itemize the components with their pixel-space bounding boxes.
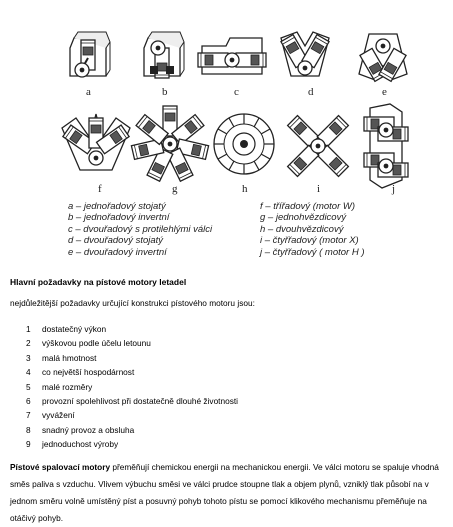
engine-e-diagram: [359, 34, 407, 81]
label-i: i: [317, 183, 321, 195]
list-item: [26, 382, 238, 396]
engine-h-diagram: [214, 114, 274, 174]
legend-item: a – jednořadový stojatý: [68, 201, 166, 212]
para-text: přeměňují chemickou energii na mechanickou energii. Ve válci motoru se spaluje vhodná směs paliva s vzduchu. Vlivem výbuchu směsi ve válci prudce stoupne tlak a objem plynů, vzniklý tlak působí na v jednom směru volně umístěný píst a posuvný pohyb tohoto pístu se pomocí klikového mechanismu přeměňuje na otáčivý pohyb.: [10, 462, 439, 523]
engine-a-diagram: [70, 32, 110, 77]
label-c: c: [234, 86, 239, 98]
item-number: 2: [26, 338, 31, 349]
legend-item: g – jednohvězdicový: [260, 212, 347, 224]
item-text: jednoduchost výroby: [42, 439, 119, 450]
legend-item: e – dvouřadový invertní: [68, 246, 167, 258]
list-item: [26, 410, 238, 424]
legend-left: [68, 201, 212, 258]
item-text: dostatečný výkon: [42, 324, 107, 334]
list-item: [26, 324, 238, 338]
label-f: f: [98, 183, 102, 195]
label-e: e: [382, 86, 387, 98]
item-text: malá hmotnost: [42, 352, 97, 363]
list-item: [26, 353, 238, 367]
item-number: 9: [26, 439, 31, 450]
item-number: 4: [26, 367, 31, 378]
legend-item: b – jednořadový invertní: [68, 212, 170, 224]
engine-j-diagram: [364, 104, 408, 188]
engine-d-diagram: [281, 32, 329, 76]
item-text: výškovou podle účelu letounu: [42, 338, 151, 349]
engine-i-diagram: [288, 116, 349, 177]
item-number: 3: [26, 352, 31, 363]
item-text: vyvážení: [42, 410, 75, 421]
list-item: [26, 425, 238, 439]
engine-g-diagram: [131, 106, 208, 181]
description-paragraph: [10, 459, 444, 527]
list-item: [26, 367, 238, 381]
legend-item: c – dvouřadový s protilehlými válci: [68, 223, 213, 235]
section-title: Hlavní požadavky na pístové motory letadel: [10, 277, 187, 287]
intro-text: nejdůležitější požadavky určující konstrukci pístového motoru jsou:: [10, 298, 255, 308]
item-number: 8: [26, 424, 31, 435]
engine-c-diagram: [198, 38, 266, 74]
label-j: j: [392, 183, 396, 195]
legend-item: f – třířadový (motor W): [260, 201, 356, 212]
item-number: 5: [26, 381, 31, 392]
label-a: a: [86, 86, 91, 98]
list-item: [26, 338, 238, 352]
label-g: g: [172, 183, 178, 195]
list-item: [26, 439, 238, 453]
legend-item: d – dvouřadový stojatý: [68, 235, 164, 247]
item-number: 1: [26, 324, 31, 334]
item-text: snadný provoz a obsluha: [42, 424, 135, 435]
label-b: b: [162, 86, 168, 98]
item-number: 6: [26, 395, 31, 406]
label-h: h: [242, 183, 248, 195]
requirements-list: [26, 324, 238, 454]
label-d: d: [308, 86, 314, 98]
legend-item: j – čtyřřadový ( motor H ): [260, 246, 365, 258]
list-item: [26, 396, 238, 410]
legend-item: h – dvouhvězdicový: [260, 223, 344, 235]
legend-right: [260, 201, 365, 258]
para-bold-lead: Pístové spalovací motory: [10, 462, 111, 472]
engine-b-diagram: [144, 32, 184, 78]
legend-item: i – čtyřřadový (motor X): [260, 235, 359, 247]
engine-f-diagram: [62, 114, 130, 170]
item-number: 7: [26, 410, 31, 421]
item-text: provozní spolehlivost při dostatečně dlouhé životnosti: [42, 395, 239, 406]
item-text: malé rozměry: [42, 381, 93, 392]
item-text: co největší hospodárnost: [42, 367, 135, 378]
